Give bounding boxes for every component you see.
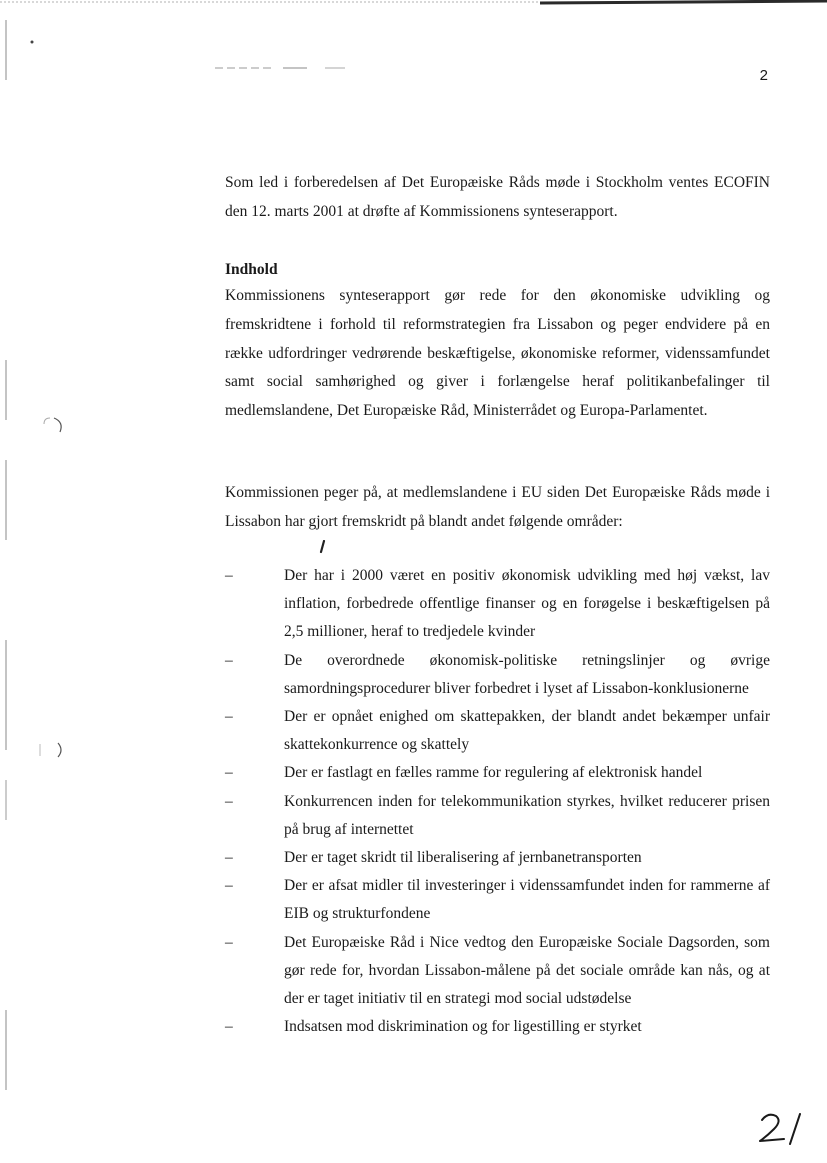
list-item-text: Der har i 2000 været en positiv økonomisk udvikling med høj vækst, lav inflation, forbedrede offentlige finanser og en forøgelse i beskæftigelsen på 2,5 millioner, heraf to tredjedele kvinder [284,567,770,641]
dash-marker: – [225,567,233,584]
list-item [225,844,770,872]
margin-bracket-mark [34,740,68,760]
dash-marker: – [225,849,233,867]
dash-marker: – [225,933,233,951]
stray-pen-mark [318,540,328,554]
list-item-text: Der er afsat midler til investeringer i videnssamfundet inden for rammerne af EIB og strukturfondene [284,877,770,923]
dash-marker: – [225,764,233,782]
dash-marker: – [225,792,233,810]
list-item [225,759,770,787]
margin-dot [28,38,36,46]
dash-marker: – [225,708,233,726]
list-item [225,703,770,759]
list-item [225,647,770,703]
progress-list [225,562,770,1041]
section-heading: Indhold [225,261,278,278]
dash-marker: – [225,1018,233,1036]
page-number: 2 [759,67,768,84]
list-item [225,1013,770,1041]
intro-paragraph: Som led i forberedelsen af Det Europæiske Råds møde i Stockholm ventes ECOFIN den 12. marts 2001 at drøfte af Kommissionens synteserapport. [225,174,770,220]
list-item [225,562,770,647]
handwritten-page-number [754,1108,816,1148]
list-item-text: Konkurrencen inden for telekommunikation styrkes, hvilket reducerer prisen på brug af internettet [284,792,770,838]
dash-marker: – [225,877,233,895]
list-item [225,788,770,844]
scan-top-edge [0,0,827,10]
scan-left-edge [0,0,14,1163]
content-paragraph: Kommissionens synteserapport gør rede for den økonomiske udvikling og fremskridtene i forhold til reformstrategien fra Lissabon og peger endvidere på en række udfordringer vedrørende beskæftigelse, økonomiske reformer, videnssamfundet samt social samhørighed og giver i forlængelse heraf politikanbefalinger til medlemslandene, Det Europæiske Råd, Ministerrådet og Europa-Parlamentet. [225,287,770,420]
list-item [225,929,770,1014]
list-item-text: Der er opnået enighed om skattepakken, der blandt andet bekæmper unfair skattekonkurrence og skattely [284,708,770,754]
list-item-text: Det Europæiske Råd i Nice vedtog den Europæiske Sociale Dagsorden, som gør rede for, hvordan Lissabon-målene på det sociale område kan nås, og at der er taget initiativ til en strategi mod social udstødelse [284,933,770,1008]
dash-marker: – [225,651,233,669]
list-item-text: Der er taget skridt til liberalisering af jernbanetransporten [284,849,642,867]
list-item-text: De overordnede økonomisk-politiske retningslinjer og øvrige samordningsprocedurer bliver forbedret i lyset af Lissabon-konklusionerne [284,651,770,697]
header-dashes [215,64,345,72]
margin-bracket-mark [36,414,70,438]
progress-lead-paragraph: Kommissionen peger på, at medlemslandene i EU siden Det Europæiske Råds møde i Lissabon har gjort fremskridt på blandt andet følgende områder: [225,484,770,530]
list-item [225,872,770,928]
list-item-text: Indsatsen mod diskrimination og for ligestilling er styrket [284,1018,642,1036]
list-item-text: Der er fastlagt en fælles ramme for regulering af elektronisk handel [284,764,703,782]
